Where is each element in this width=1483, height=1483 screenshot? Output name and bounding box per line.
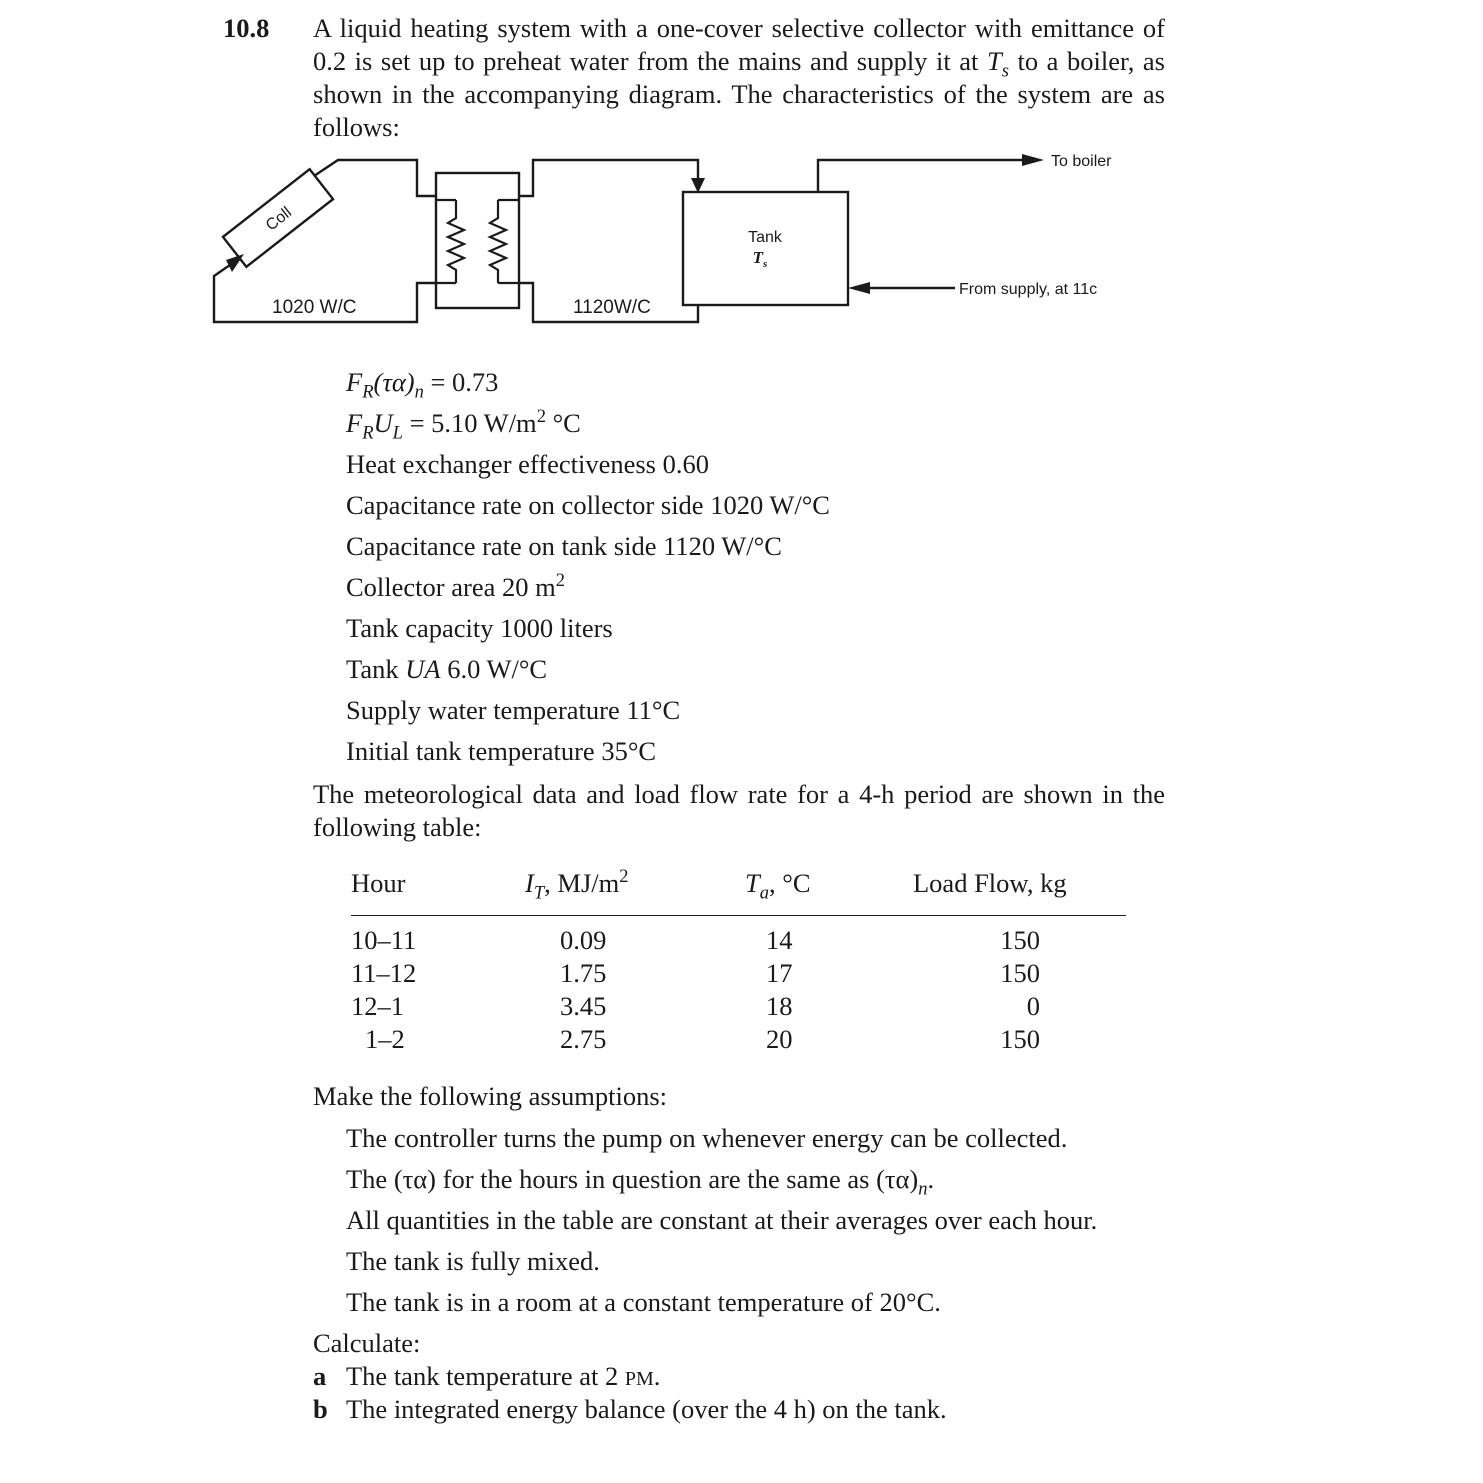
- table-row-load: 150: [1000, 925, 1040, 955]
- assumption-2: [346, 1164, 1097, 1205]
- heat-exchanger-coil-right: [490, 200, 506, 283]
- table-row-hour: 1–2: [365, 1024, 405, 1054]
- frul-sup: 2: [536, 406, 546, 428]
- table-row-ta: 17: [766, 958, 793, 988]
- item-a-text: The tank temperature at 2: [346, 1361, 625, 1391]
- item-a-pm: PM: [624, 1368, 654, 1390]
- problem-number: 10.8: [223, 13, 270, 43]
- fr-subscript: R: [362, 381, 374, 403]
- met-intro-line-2: following table:: [313, 812, 482, 842]
- ta-symbol: T: [745, 868, 760, 898]
- assumption-2-text: The (τα) for the hours in question are the same as (τα): [346, 1164, 919, 1194]
- fr-symbol: F: [346, 367, 363, 397]
- heat-exchanger-coil-left: [448, 200, 464, 283]
- item-b-label: b: [313, 1394, 328, 1424]
- frul-unit: °C: [545, 408, 581, 438]
- met-intro-line-1: The meteorological data and load flow rate for a 4-h period are shown in the: [313, 779, 1165, 809]
- table-row-it: 3.45: [560, 991, 607, 1021]
- ts-symbol: T: [986, 46, 1002, 76]
- spec-tank-ua: [346, 654, 830, 695]
- collector-rate-label: 1020 W/C: [272, 297, 357, 318]
- table-row-load: 150: [1000, 1024, 1040, 1054]
- ta-subscript: a: [759, 882, 770, 904]
- spec-cap-collector: Capacitance rate on collector side 1020 W/°C: [346, 490, 830, 520]
- assumption-1: The controller turns the pump on whenever energy can be collected.: [346, 1123, 1068, 1153]
- frul-value: = 5.10 W/m: [402, 408, 537, 438]
- tank-inlet-arrow: [691, 178, 705, 193]
- table-header-it: [525, 866, 629, 904]
- spec-fr-ul: [346, 408, 830, 449]
- system-diagram: [0, 0, 1483, 340]
- table-row-load: 150: [1000, 958, 1040, 988]
- table-row-ta: 20: [766, 1024, 793, 1054]
- collector-supply-pipe: [311, 160, 436, 196]
- area-text: Collector area 20 m: [346, 572, 556, 602]
- item-b-text: The integrated energy balance (over the 4 h) on the tank.: [346, 1394, 947, 1424]
- intro-line-2-text: 0.2 is set up to preheat water from the mains and supply it at: [313, 46, 979, 76]
- frul-f: F: [346, 408, 363, 438]
- tank-temp-symbol: T: [752, 248, 764, 267]
- spec-initial-temp: Initial tank temperature 35°C: [346, 736, 657, 766]
- intro-line-4: follows:: [313, 112, 400, 142]
- tank-side-supply-pipe: [519, 160, 698, 196]
- assumption-list: [346, 1123, 1097, 1328]
- ts-subscript: s: [1001, 60, 1009, 82]
- table-row-it: 2.75: [560, 1024, 607, 1054]
- table-rule: [351, 915, 1126, 916]
- table-row-ta: 14: [766, 925, 793, 955]
- tank-ua-symbol: UA: [405, 654, 441, 684]
- area-sup: 2: [555, 570, 565, 592]
- intro-line-1: A liquid heating system with a one-cover selective collector with emittance of: [313, 13, 1165, 43]
- table-row-hour: 12–1: [351, 991, 404, 1021]
- spec-heat-exchanger: Heat exchanger effectiveness 0.60: [346, 449, 709, 479]
- frul-l: L: [392, 422, 403, 444]
- tank-temp-subscript: s: [763, 258, 768, 270]
- item-a-label: a: [313, 1361, 327, 1391]
- table-header-load: Load Flow, kg: [913, 868, 1067, 898]
- it-unit: , MJ/m: [544, 868, 620, 898]
- assumption-2-sub: n: [918, 1178, 928, 1200]
- table-header-hour: Hour: [351, 868, 406, 898]
- svg-text:Ts: [753, 248, 768, 270]
- boiler-arrow: [1022, 154, 1044, 166]
- fr-ta-value: = 0.73: [423, 367, 499, 397]
- tank-label: Tank: [748, 229, 782, 246]
- assumption-4: The tank is fully mixed.: [346, 1246, 600, 1276]
- storage-tank: [683, 192, 848, 305]
- table-row-load: 0: [1026, 991, 1040, 1021]
- assumptions-intro: Make the following assumptions:: [313, 1081, 668, 1111]
- assumption-3: All quantities in the table are constant at their averages over each hour.: [346, 1205, 1098, 1235]
- frul-u: U: [373, 408, 393, 438]
- heat-exchanger: [436, 173, 519, 308]
- tank-ua-prefix: Tank: [346, 654, 406, 684]
- frul-r: R: [362, 422, 374, 444]
- met-intro: [313, 778, 1165, 844]
- collector-label: Coll: [262, 203, 296, 235]
- table-row-hour: 10–11: [351, 925, 417, 955]
- table-row-it: 0.09: [560, 925, 607, 955]
- calculate-item-b: [313, 1394, 947, 1425]
- tau-alpha: (τα): [373, 367, 415, 397]
- calculate-intro: Calculate:: [313, 1328, 421, 1358]
- boiler-pipe: [818, 160, 1030, 192]
- supply-arrow: [848, 282, 870, 294]
- table-row-ta: 18: [766, 991, 793, 1021]
- assumption-5: The tank is in a room at a constant temperature of 20°C.: [346, 1287, 941, 1317]
- spec-collector-area: [346, 572, 830, 613]
- assumption-2-end: .: [927, 1164, 935, 1194]
- spec-tank-capacity: Tank capacity 1000 liters: [346, 613, 613, 643]
- it-subscript: T: [533, 882, 545, 904]
- table-header-ta: [745, 868, 811, 904]
- it-symbol: I: [525, 868, 534, 898]
- intro-line-3: shown in the accompanying diagram. The characteristics of the system are as: [313, 79, 1165, 109]
- item-a-end: .: [653, 1361, 661, 1391]
- spec-fr-ta: [346, 367, 830, 408]
- spec-supply-temp: Supply water temperature 11°C: [346, 695, 681, 725]
- tank-ua-value: 6.0 W/°C: [440, 654, 548, 684]
- table-row-it: 1.75: [560, 958, 607, 988]
- from-supply-label: From supply, at 11c: [959, 281, 1098, 298]
- table-row-hour: 11–12: [351, 958, 417, 988]
- ta-unit: , °C: [769, 868, 811, 898]
- it-sup: 2: [619, 866, 629, 888]
- spec-list: [346, 367, 830, 777]
- n-subscript: n: [414, 381, 424, 403]
- spec-cap-tank: Capacitance rate on tank side 1120 W/°C: [346, 531, 782, 561]
- collector-inlet-arrow: [226, 254, 244, 272]
- intro-line-2-end: to a boiler, as: [1017, 46, 1165, 76]
- calculate-item-a: [313, 1361, 660, 1392]
- tank-rate-label: 1120W/C: [573, 297, 651, 318]
- to-boiler-label: To boiler: [1051, 153, 1112, 170]
